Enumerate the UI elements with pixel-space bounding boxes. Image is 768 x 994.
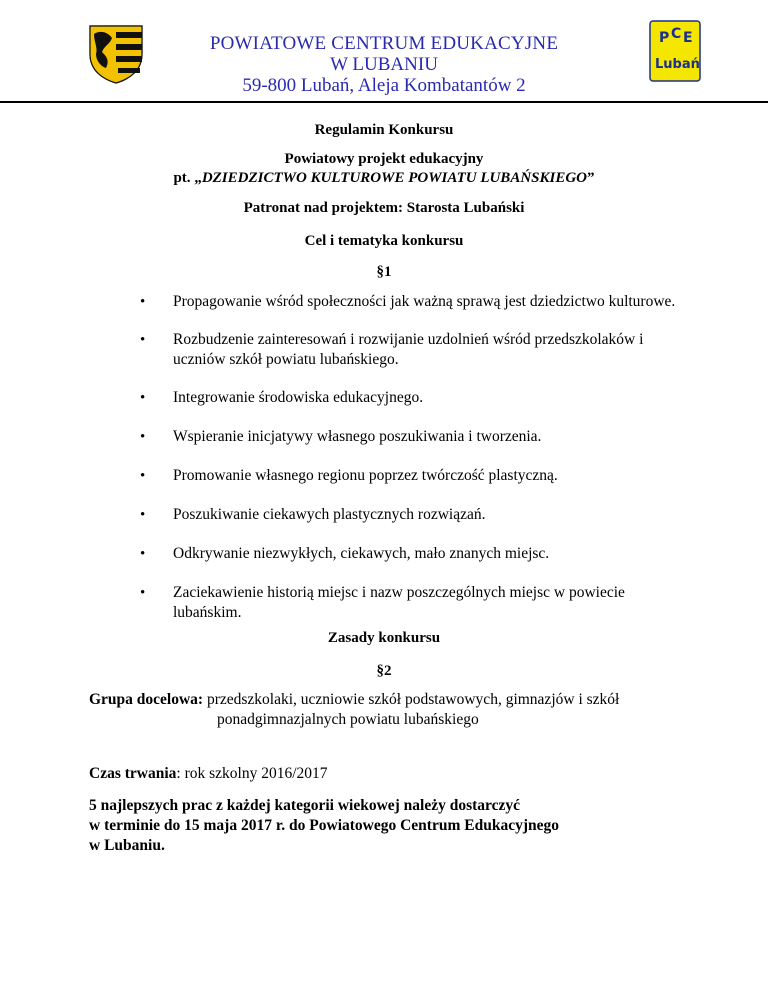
institution-name: POWIATOWE CENTRUM EDUKACYJNE [209,33,559,54]
list-item: • Integrowanie środowiska edukacyjnego. [140,388,680,408]
institution-city: W LUBANIU [330,54,438,75]
section-2-mark: §2 [376,663,392,679]
list-item: • Poszukiwanie ciekawych plastycznych rozwiązań. [140,505,680,525]
list-item: • Wspieranie inicjatywy własnego poszukiwania i tworzenia. [140,427,680,447]
section-1-mark: §1 [376,264,392,280]
county-coat-of-arms [88,24,144,84]
duration [89,764,689,784]
rules-heading: Zasady konkursu [327,630,441,646]
list-item: • Rozbudzenie zainteresowań i rozwijanie uzdolnień wśród przedszkolaków i uczniów szkół powiatu lubańskiego. [140,330,680,370]
svg-text:E: E [683,30,693,46]
goals-list [140,292,680,641]
target-group [89,690,689,730]
patronage: Patronat nad projektem: Starosta Lubański [243,200,525,216]
list-item: • Propagowanie wśród społeczności jak ważną sprawą jest dziedzictwo kulturowe. [140,292,680,312]
project-label: Powiatowy projekt edukacyjny [284,151,484,167]
svg-text:Lubań: Lubań [655,57,700,72]
duration-text: : rok szkolny 2016/2017 [176,765,328,782]
svg-text:P: P [659,30,670,46]
project-prefix: pt. „ [173,170,202,186]
svg-text:C: C [671,26,682,42]
project-suffix: ” [587,170,595,186]
list-item: • Promowanie własnego regionu poprzez twórczość plastyczną. [140,466,680,486]
header-divider [0,101,768,103]
target-text-cont: ponadgimnazjalnych powiatu lubańskiego [217,711,479,728]
duration-label: Czas trwania [89,765,177,782]
document-title: Regulamin Konkursu [314,122,454,138]
project-name: DZIEDZICTWO KULTUROWE POWIATU LUBAŃSKIEGO [201,170,588,186]
list-item: • Zaciekawienie historią miejsc i nazw poszczególnych miejsc w powiecie lubańskim. [140,583,680,623]
institution-address: 59-800 Lubań, Aleja Kombatantów 2 [242,75,526,96]
goals-heading: Cel i tematyka konkursu [304,233,464,249]
list-item: • Odkrywanie niezwykłych, ciekawych, mało znanych miejsc. [140,544,680,564]
deadline-line: w Lubaniu. [89,837,165,854]
deadline-line: w terminie do 15 maja 2017 r. do Powiatowego Centrum Edukacyjnego [89,817,559,834]
pce-logo [649,20,701,82]
deadline-line: 5 najlepszych prac z każdej kategorii wiekowej należy dostarczyć [89,797,521,814]
deadline [89,796,689,856]
project-name-line [0,170,768,187]
target-text: przedszkolaki, uczniowie szkół podstawowych, gimnazjów i szkół [203,691,620,708]
target-label: Grupa docelowa: [89,691,204,708]
